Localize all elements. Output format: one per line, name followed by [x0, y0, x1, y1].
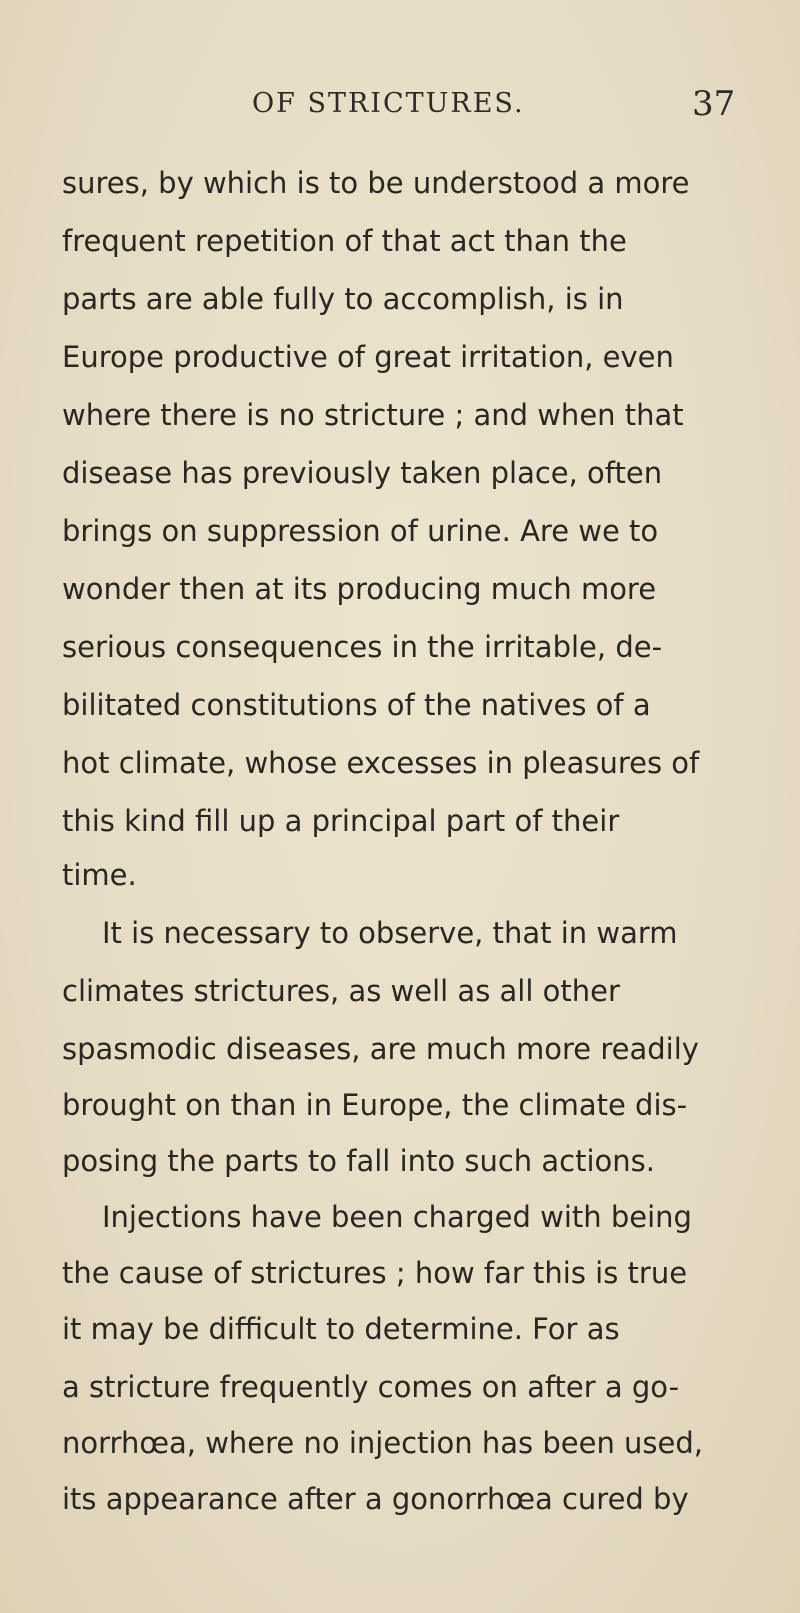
text-line: brings on suppression of urine. Are we to — [62, 514, 659, 548]
running-title: OF STRICTURES. — [252, 88, 525, 119]
text-line: Europe productive of great irritation, even — [62, 340, 674, 374]
page-number: 37 — [692, 84, 736, 124]
text-line: norrhœa, where no injection has been used, — [62, 1426, 704, 1460]
text-line: hot climate, whose excesses in pleasures of — [62, 746, 700, 780]
text-line: frequent repetition of that act than the — [62, 224, 627, 258]
text-line: a stricture frequently comes on after a go- — [62, 1370, 680, 1404]
text-line: disease has previously taken place, often — [62, 456, 663, 490]
text-line: it may be difficult to determine. For as — [62, 1312, 620, 1346]
text-line: its appearance after a gonorrhœa cured by — [62, 1482, 689, 1516]
text-line: where there is no stricture ; and when that — [62, 398, 684, 432]
text-line: this kind fill up a principal part of their — [62, 804, 620, 838]
text-line: spasmodic diseases, are much more readily — [62, 1032, 699, 1066]
paragraph-start-line: Injections have been charged with being — [102, 1200, 692, 1234]
text-line: serious consequences in the irritable, de- — [62, 630, 663, 664]
paragraph-start-line: It is necessary to observe, that in warm — [102, 916, 678, 950]
text-line: the cause of strictures ; how far this is true — [62, 1256, 688, 1290]
text-line: climates strictures, as well as all other — [62, 974, 620, 1008]
text-line: sures, by which is to be understood a more — [62, 166, 690, 200]
text-line: bilitated constitutions of the natives of a — [62, 688, 651, 722]
text-line: brought on than in Europe, the climate dis- — [62, 1088, 688, 1122]
text-line: parts are able fully to accomplish, is in — [62, 282, 624, 316]
text-line: posing the parts to fall into such actions. — [62, 1144, 655, 1178]
text-line: time. — [62, 858, 137, 892]
text-line: wonder then at its producing much more — [62, 572, 657, 606]
